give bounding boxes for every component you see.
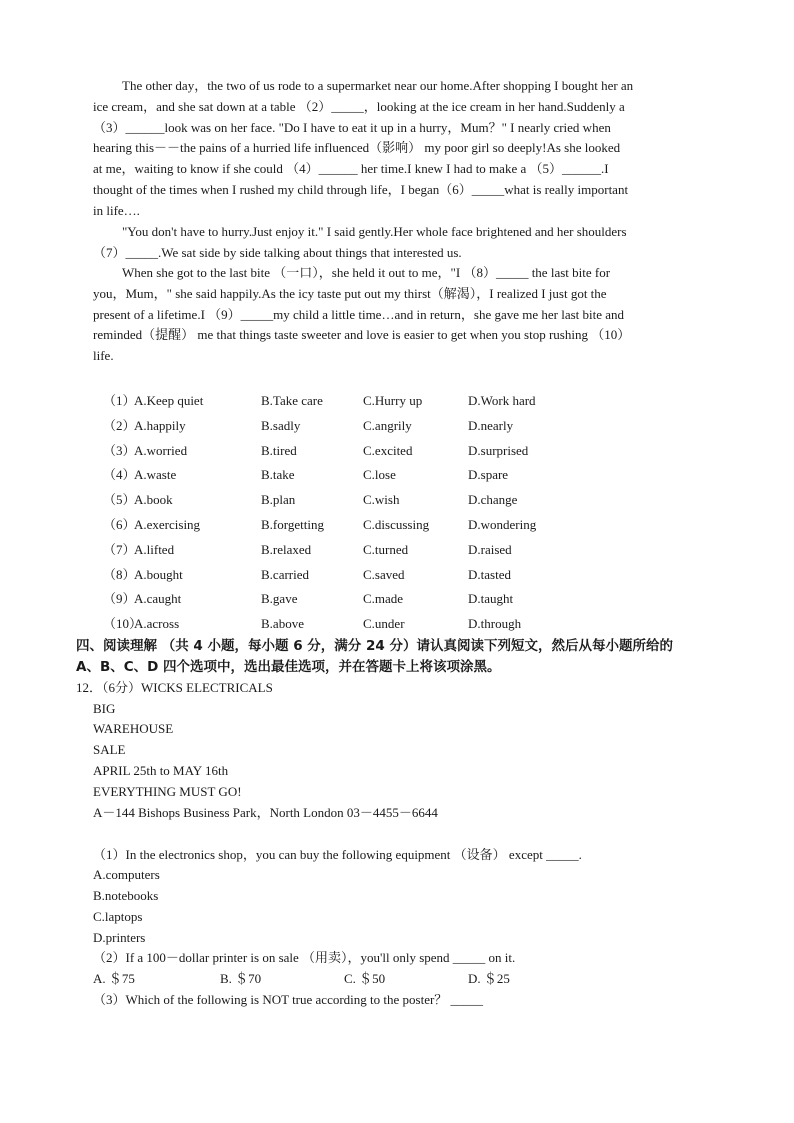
option-d[interactable]: D.nearly — [468, 418, 514, 433]
passage-line: hearing this－－the pains of a hurried life influenced（影响） my poor girl so deeply!As she looked — [93, 140, 621, 156]
option-b[interactable]: B.Take care — [261, 393, 323, 408]
option-a[interactable]: A.waste — [134, 467, 177, 482]
passage-line: （3）______look was on her face. "Do I have to eat it up in a hurry，Mum？" I nearly cried when — [93, 119, 611, 135]
option-d[interactable]: D.spare — [468, 467, 509, 482]
passage-line: reminded（提醒） me that things taste sweeter and love is easier to get when you stop rushing （10） — [93, 327, 631, 343]
option-number: （2） — [103, 418, 136, 433]
section-heading — [76, 636, 696, 678]
option-a[interactable]: A.Keep quiet — [134, 393, 204, 408]
answer-option[interactable]: C.laptops — [93, 909, 143, 924]
option-c[interactable]: C.saved — [363, 567, 405, 582]
answer-option[interactable]: A. ＄75 — [93, 971, 135, 986]
passage-line: thought of the times when I rushed my child through life，I began（6）_____what is really important — [93, 181, 629, 197]
option-a[interactable]: A.caught — [134, 591, 182, 606]
option-c[interactable]: C.Hurry up — [363, 393, 423, 408]
answer-option[interactable]: D.printers — [93, 930, 146, 945]
passage-paragraph-1 — [93, 76, 683, 222]
option-c[interactable]: C.wish — [363, 492, 400, 507]
passage-line: "You don't have to hurry.Just enjoy it." I said gently.Her whole face brightened and her shoulders — [122, 224, 627, 239]
option-d[interactable]: D.wondering — [468, 517, 537, 532]
option-d[interactable]: D.taught — [468, 591, 514, 606]
passage-line: at me，waiting to know if she could （4）______ her time.I knew I had to make a （5）______.I — [93, 161, 609, 177]
passage-line: The other day，the two of us rode to a supermarket near our home.After shopping I bought her an — [122, 78, 634, 93]
option-a[interactable]: A.exercising — [134, 517, 201, 532]
passage-line: in life…. — [93, 202, 140, 218]
option-a[interactable]: A.bought — [134, 567, 183, 582]
option-d[interactable]: D.change — [468, 492, 518, 507]
passage-paragraph-2 — [93, 222, 683, 264]
option-b[interactable]: B.tired — [261, 443, 297, 458]
option-a[interactable]: A.across — [134, 616, 180, 631]
option-number: （3） — [103, 443, 136, 458]
answer-option[interactable]: D. ＄25 — [468, 971, 510, 986]
option-d[interactable]: D.tasted — [468, 567, 511, 582]
option-c[interactable]: C.turned — [363, 542, 409, 557]
option-c[interactable]: C.under — [363, 616, 405, 631]
poster-line: APRIL 25th to MAY 16th — [93, 763, 229, 778]
option-d[interactable]: D.through — [468, 616, 522, 631]
option-b[interactable]: B.above — [261, 616, 304, 631]
option-c[interactable]: C.angrily — [363, 418, 412, 433]
question-12-title: 12．（6分）WICKS ELECTRICALS — [76, 680, 273, 695]
passage-line: you，Mum，" she said happily.As the icy taste put out my thirst（解渴），I realized I just got the — [93, 285, 607, 301]
sub-question-2: （2）If a 100－dollar printer is on sale （用卖），you'll only spend _____ on it. — [93, 950, 516, 965]
option-b[interactable]: B.forgetting — [261, 517, 324, 532]
poster-line: A－144 Bishops Business Park，North London 03－4455－6644 — [93, 805, 438, 820]
option-number: （9） — [103, 591, 136, 606]
option-d[interactable]: D.surprised — [468, 443, 529, 458]
option-number: （8） — [103, 567, 136, 582]
passage-line: life. — [93, 348, 114, 364]
option-a[interactable]: A.lifted — [134, 542, 175, 557]
sub-question-3: （3）Which of the following is NOT true according to the poster？ _____ — [93, 992, 484, 1007]
option-b[interactable]: B.gave — [261, 591, 298, 606]
poster-line: SALE — [93, 742, 126, 757]
option-number: （10） — [103, 616, 143, 631]
section-heading-line-2: A、B、C、D 四个选项中，选出最佳选项，并在答题卡上将该项涂黑。 — [76, 659, 501, 675]
option-b[interactable]: B.relaxed — [261, 542, 312, 557]
passage-paragraph-3 — [93, 263, 683, 367]
option-a[interactable]: A.book — [134, 492, 173, 507]
answer-option[interactable]: C. ＄50 — [344, 971, 386, 986]
option-number: （6） — [103, 517, 136, 532]
passage-line: （7）_____.We sat side by side talking about things that interested us. — [93, 244, 462, 260]
poster-line: WAREHOUSE — [93, 721, 174, 736]
option-b[interactable]: B.carried — [261, 567, 310, 582]
passage-line: present of a lifetime.I （9）_____my child a little time…and in return，she gave me her last bite and — [93, 306, 625, 322]
option-c[interactable]: C.excited — [363, 443, 413, 458]
option-c[interactable]: C.made — [363, 591, 404, 606]
option-c[interactable]: C.lose — [363, 467, 396, 482]
sub-question-1: （1）In the electronics shop，you can buy the following equipment （设备） except _____. — [93, 847, 582, 862]
option-d[interactable]: D.Work hard — [468, 393, 536, 408]
option-b[interactable]: B.take — [261, 467, 295, 482]
answer-option[interactable]: B.notebooks — [93, 888, 159, 903]
option-number: （5） — [103, 492, 136, 507]
option-number: （4） — [103, 467, 136, 482]
option-number: （7） — [103, 542, 136, 557]
poster-line: BIG — [93, 701, 116, 716]
option-number: （1） — [103, 393, 136, 408]
option-b[interactable]: B.plan — [261, 492, 296, 507]
option-c[interactable]: C.discussing — [363, 517, 430, 532]
answer-option[interactable]: A.computers — [93, 867, 160, 882]
option-a[interactable]: A.happily — [134, 418, 186, 433]
section-heading-line-1: 四、阅读理解 （共 4 小题，每小题 6 分，满分 24 分）请认真阅读下列短文，然后从每小题所给的 — [76, 638, 673, 654]
poster-line: EVERYTHING MUST GO! — [93, 784, 242, 799]
option-d[interactable]: D.raised — [468, 542, 512, 557]
option-a[interactable]: A.worried — [134, 443, 188, 458]
answer-option[interactable]: B. ＄70 — [220, 971, 262, 986]
passage-line: When she got to the last bite （一口），she held it out to me，"I （8）_____ the last bite for — [122, 265, 611, 280]
passage-line: ice cream，and she sat down at a table （2）_____，looking at the ice cream in her hand.Suddenly a — [93, 98, 625, 114]
option-b[interactable]: B.sadly — [261, 418, 301, 433]
